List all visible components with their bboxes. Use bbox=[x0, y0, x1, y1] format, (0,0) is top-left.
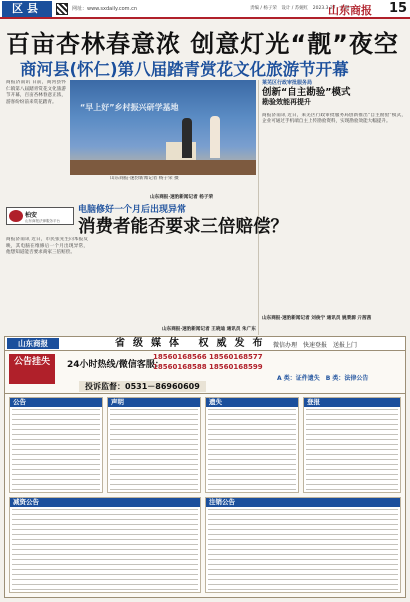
classified-section bbox=[4, 336, 406, 598]
logo-subtitle: 山东商报法律服务平台 bbox=[25, 219, 60, 223]
second-kicker: 电脑修好一个月后出现异常 bbox=[78, 205, 187, 215]
notice-seal: 公告挂失 bbox=[9, 354, 55, 384]
logo-title: 柏安 bbox=[25, 212, 38, 219]
ad-box bbox=[9, 397, 103, 493]
qr-code-icon bbox=[56, 3, 68, 15]
ad-box-title: 公告 bbox=[10, 398, 102, 407]
lead-headline: 百亩杏林春意浓 创意灯光“靓”夜空 bbox=[6, 30, 399, 58]
ad-box bbox=[9, 497, 201, 593]
classified-categories: A 类：证件遗失 B 类：法律公告 bbox=[277, 375, 369, 382]
photo-floor bbox=[70, 160, 256, 175]
lead-subhead: 商河县(怀仁)第八届踏青赏花文化旅游节开幕 bbox=[20, 60, 349, 79]
paper-name: 山东商报 bbox=[328, 4, 372, 17]
scales-icon bbox=[9, 210, 23, 222]
phone-number: 18560168577 bbox=[209, 353, 263, 361]
photo-banner-text: “早上好”乡村振兴研学基地 bbox=[80, 103, 179, 112]
complaint-line: 投诉监督：0531－86960609 bbox=[79, 381, 206, 392]
ad-box bbox=[107, 397, 201, 493]
classified-services: 微信办理 快速登报 送报上门 bbox=[273, 342, 358, 349]
side-story bbox=[262, 80, 406, 332]
page-number: 15 bbox=[389, 1, 408, 16]
photo-person bbox=[182, 118, 192, 158]
legal-service-logo bbox=[6, 207, 74, 225]
side-title: 创新“自主勘验”模式 bbox=[262, 87, 351, 98]
ad-box-title: 注销公告 bbox=[206, 498, 400, 507]
edition-info: 责编 / 杨子荣 设计 / 苏婉红 2023.3.27 星期一 bbox=[250, 6, 354, 11]
lead-body: 商报济南讯 日前，商河县怀仁镇第八届踏青赏花文化旅游节开幕，百亩杏林春意正浓，游客纷纷前来赏花踏青。 bbox=[6, 80, 66, 105]
phone-number: 18560168588 bbox=[153, 362, 207, 371]
ad-box-title: 登报 bbox=[304, 398, 400, 407]
second-credit: 山东商报·速豹新闻记者 王晓迪 通讯员 朱广东 bbox=[162, 327, 256, 332]
side-subtitle: 勘验效能再提升 bbox=[262, 98, 311, 106]
photo-person bbox=[210, 116, 220, 158]
ad-box-title: 减资公告 bbox=[10, 498, 200, 507]
ad-box bbox=[205, 397, 299, 493]
phone-number: 18560168566 bbox=[153, 353, 207, 361]
ad-box-title: 声明 bbox=[108, 398, 200, 407]
second-body: 商报济南讯 近日，市民张先生向本报反映，其电脑在维修后一个月出现异常，他想知道能否要求商家三倍赔偿。 bbox=[6, 237, 88, 256]
hotline-label: 24小时热线/微信客服： bbox=[67, 360, 164, 370]
phone-number: 18560168599 bbox=[209, 362, 263, 371]
side-body: 商报济南讯 近日，莱芜区行政审批服务局创新推出“自主勘验”模式，企业可通过手机端自主上传勘验资料，实现勘验效能大幅提升。 bbox=[262, 112, 406, 125]
side-kicker: 莱芜区行政审批服务局 bbox=[262, 80, 313, 86]
classified-title: 省级媒体 权威发布 bbox=[115, 338, 271, 349]
page-header bbox=[0, 0, 410, 19]
divider bbox=[5, 393, 405, 394]
photo-caption: 山东商报·速豹新闻记者 杨子荣 摄 bbox=[110, 176, 179, 181]
section-label: 区县 bbox=[2, 1, 52, 17]
column-divider bbox=[258, 80, 259, 335]
website: 网址：www.sxdaily.com.cn bbox=[72, 6, 138, 12]
ad-box bbox=[303, 397, 401, 493]
classified-brand: 山东商报 bbox=[7, 338, 59, 349]
lead-photo bbox=[70, 80, 256, 175]
second-body-col3 bbox=[178, 237, 256, 317]
hotline-numbers bbox=[153, 353, 265, 372]
side-credit: 山东商报·速豹新闻记者 刘俊宁 通讯员 姚秉源 亓茜茜 bbox=[262, 315, 372, 321]
lead-credit: 山东商报·速豹新闻记者 杨子荣 bbox=[150, 195, 214, 200]
classified-bar bbox=[5, 337, 405, 351]
ad-box-title: 遗失 bbox=[206, 398, 298, 407]
second-body-col2 bbox=[92, 237, 174, 317]
ad-box bbox=[205, 497, 401, 593]
second-headline: 消费者能否要求三倍赔偿？ bbox=[78, 217, 288, 237]
